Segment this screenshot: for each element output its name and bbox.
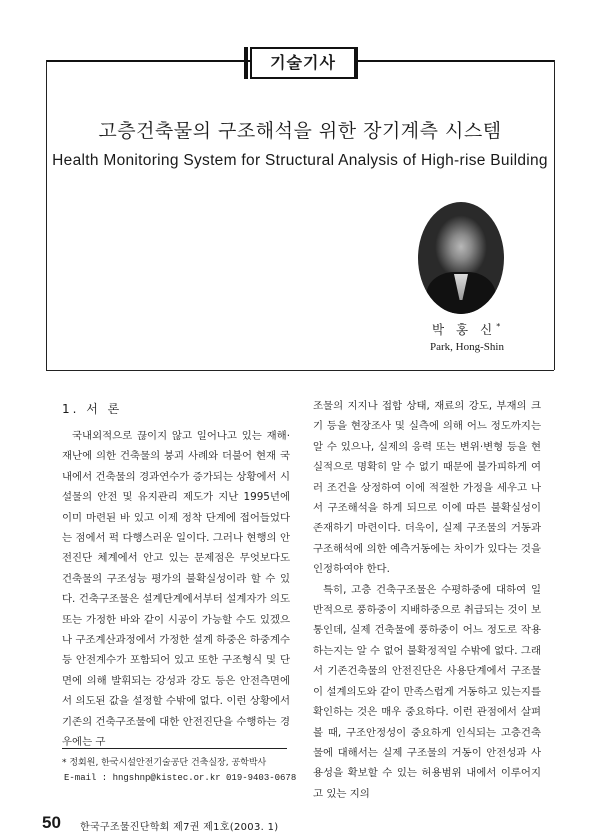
author-name-korean <box>432 320 500 338</box>
footnote-affiliation: * 정회원, 한국시설안전기술공단 건축실장, 공학박사 <box>62 758 267 768</box>
frame-right-edge <box>554 60 555 370</box>
footnote <box>62 756 302 786</box>
author-footnote-mark: * <box>496 321 501 331</box>
footnote-rule <box>62 748 287 749</box>
right-paragraph-2: 특히, 고층 건축구조물은 수평하중에 대하여 일반적으로 풍하중이 지배하중으로 취급되는 것이 보통인데, 실제 건축물에 풍하중이 어느 정도로 작용하는지는 알 수 없어 불확정적일 수밖에 없다. 그래서 기존건축물의 안전진단은 사용단계에서 구조물이 설계의도와 같이 만족스럽게 거동하고 있는지를 확인하는 것은 매우 중요하다. 이런 관점에서 살펴볼 때, 구조안정성이 중요하게 인식되는 고층건축물에 대해서는 실제 구조물의 거동이 안전성과 사용성을 확보할 수 있는 허용범위 내에서 이루어지고 있는 지의 <box>313 583 541 800</box>
header-rule-right <box>352 60 554 62</box>
left-column <box>62 426 290 753</box>
article-title-korean: 고층건축물의 구조해석을 위한 장기계측 시스템 <box>98 120 502 142</box>
category-banner: 기술기사 <box>250 47 356 79</box>
author-portrait <box>418 202 504 314</box>
footnote-contact: E-mail : hngshnp@kistec.or.kr 019-9403-0678 <box>64 773 297 783</box>
page-number: 50 <box>42 813 61 832</box>
right-column <box>313 396 541 804</box>
author-name-english: Park, Hong-Shin <box>430 341 504 353</box>
header-rule-left <box>46 60 250 62</box>
banner-tab-left <box>244 47 248 79</box>
frame-bottom-rule <box>46 370 554 371</box>
author-name-korean-text: 박 홍 신 <box>432 322 497 337</box>
article-title-english: Health Monitoring System for Structural Analysis of High-rise Building <box>52 152 548 169</box>
right-paragraph-1: 조물의 지지나 접합 상태, 재료의 강도, 부재의 크기 등을 현장조사 및 실측에 의해 어느 정도까지는 알 수 있으나, 실제의 응력 또는 변위·변형 등을 현실적으로 명확히 알 수 없기 때문에 불가피하게 여러 조건을 상정하여 이에 적절한 가정을 세우고 나서 구조해석을 하게 되므로 이에 따른 불확실성이 존재하기 마련이다. 더욱이, 실제 구조물의 거동과 구조해석에 의한 예측거동에는 차이가 있다는 것을 인정하여야 한다. <box>313 400 541 576</box>
section-heading-introduction: 1. 서 론 <box>62 402 123 416</box>
frame-left-edge <box>46 60 47 370</box>
left-paragraph-1: 국내외적으로 끊이지 않고 일어나고 있는 재해·재난에 의한 건축물의 붕괴 사례와 더불어 현재 국내에서 건축물의 경과연수가 증가되는 상황에서 시설물의 안전 및 유지관리 제도가 지난 1995년에 이미 마련된 바 있고 이제 정착 단계에 접어들었다는 점에서 퍽 다행스러운 일이다. 그러나 현행의 안전진단 체계에서 안고 있는 문제점은 무엇보다도 건축물의 구조성능 평가의 불확실성이라 할 수 있다. 건축구조물은 설계단계에서부터 설계자가 의도 또는 가정한 바와 같이 시공이 가능할 수도 있겠으나 구조계산과정에서 가정한 설계 하중은 하중계수 등 안전계수가 포함되어 있고 또한 구조형식 및 단면에 의해 발휘되는 강성과 강도 등은 안전측면에서 의도된 값을 설정할 수밖에 없다. 이런 상황에서 기존의 건축구조물에 대한 안전진단을 수행하는 경우에는 구 <box>62 430 290 749</box>
journal-citation: 한국구조물진단학회 제7권 제1호(2003. 1) <box>80 822 279 833</box>
